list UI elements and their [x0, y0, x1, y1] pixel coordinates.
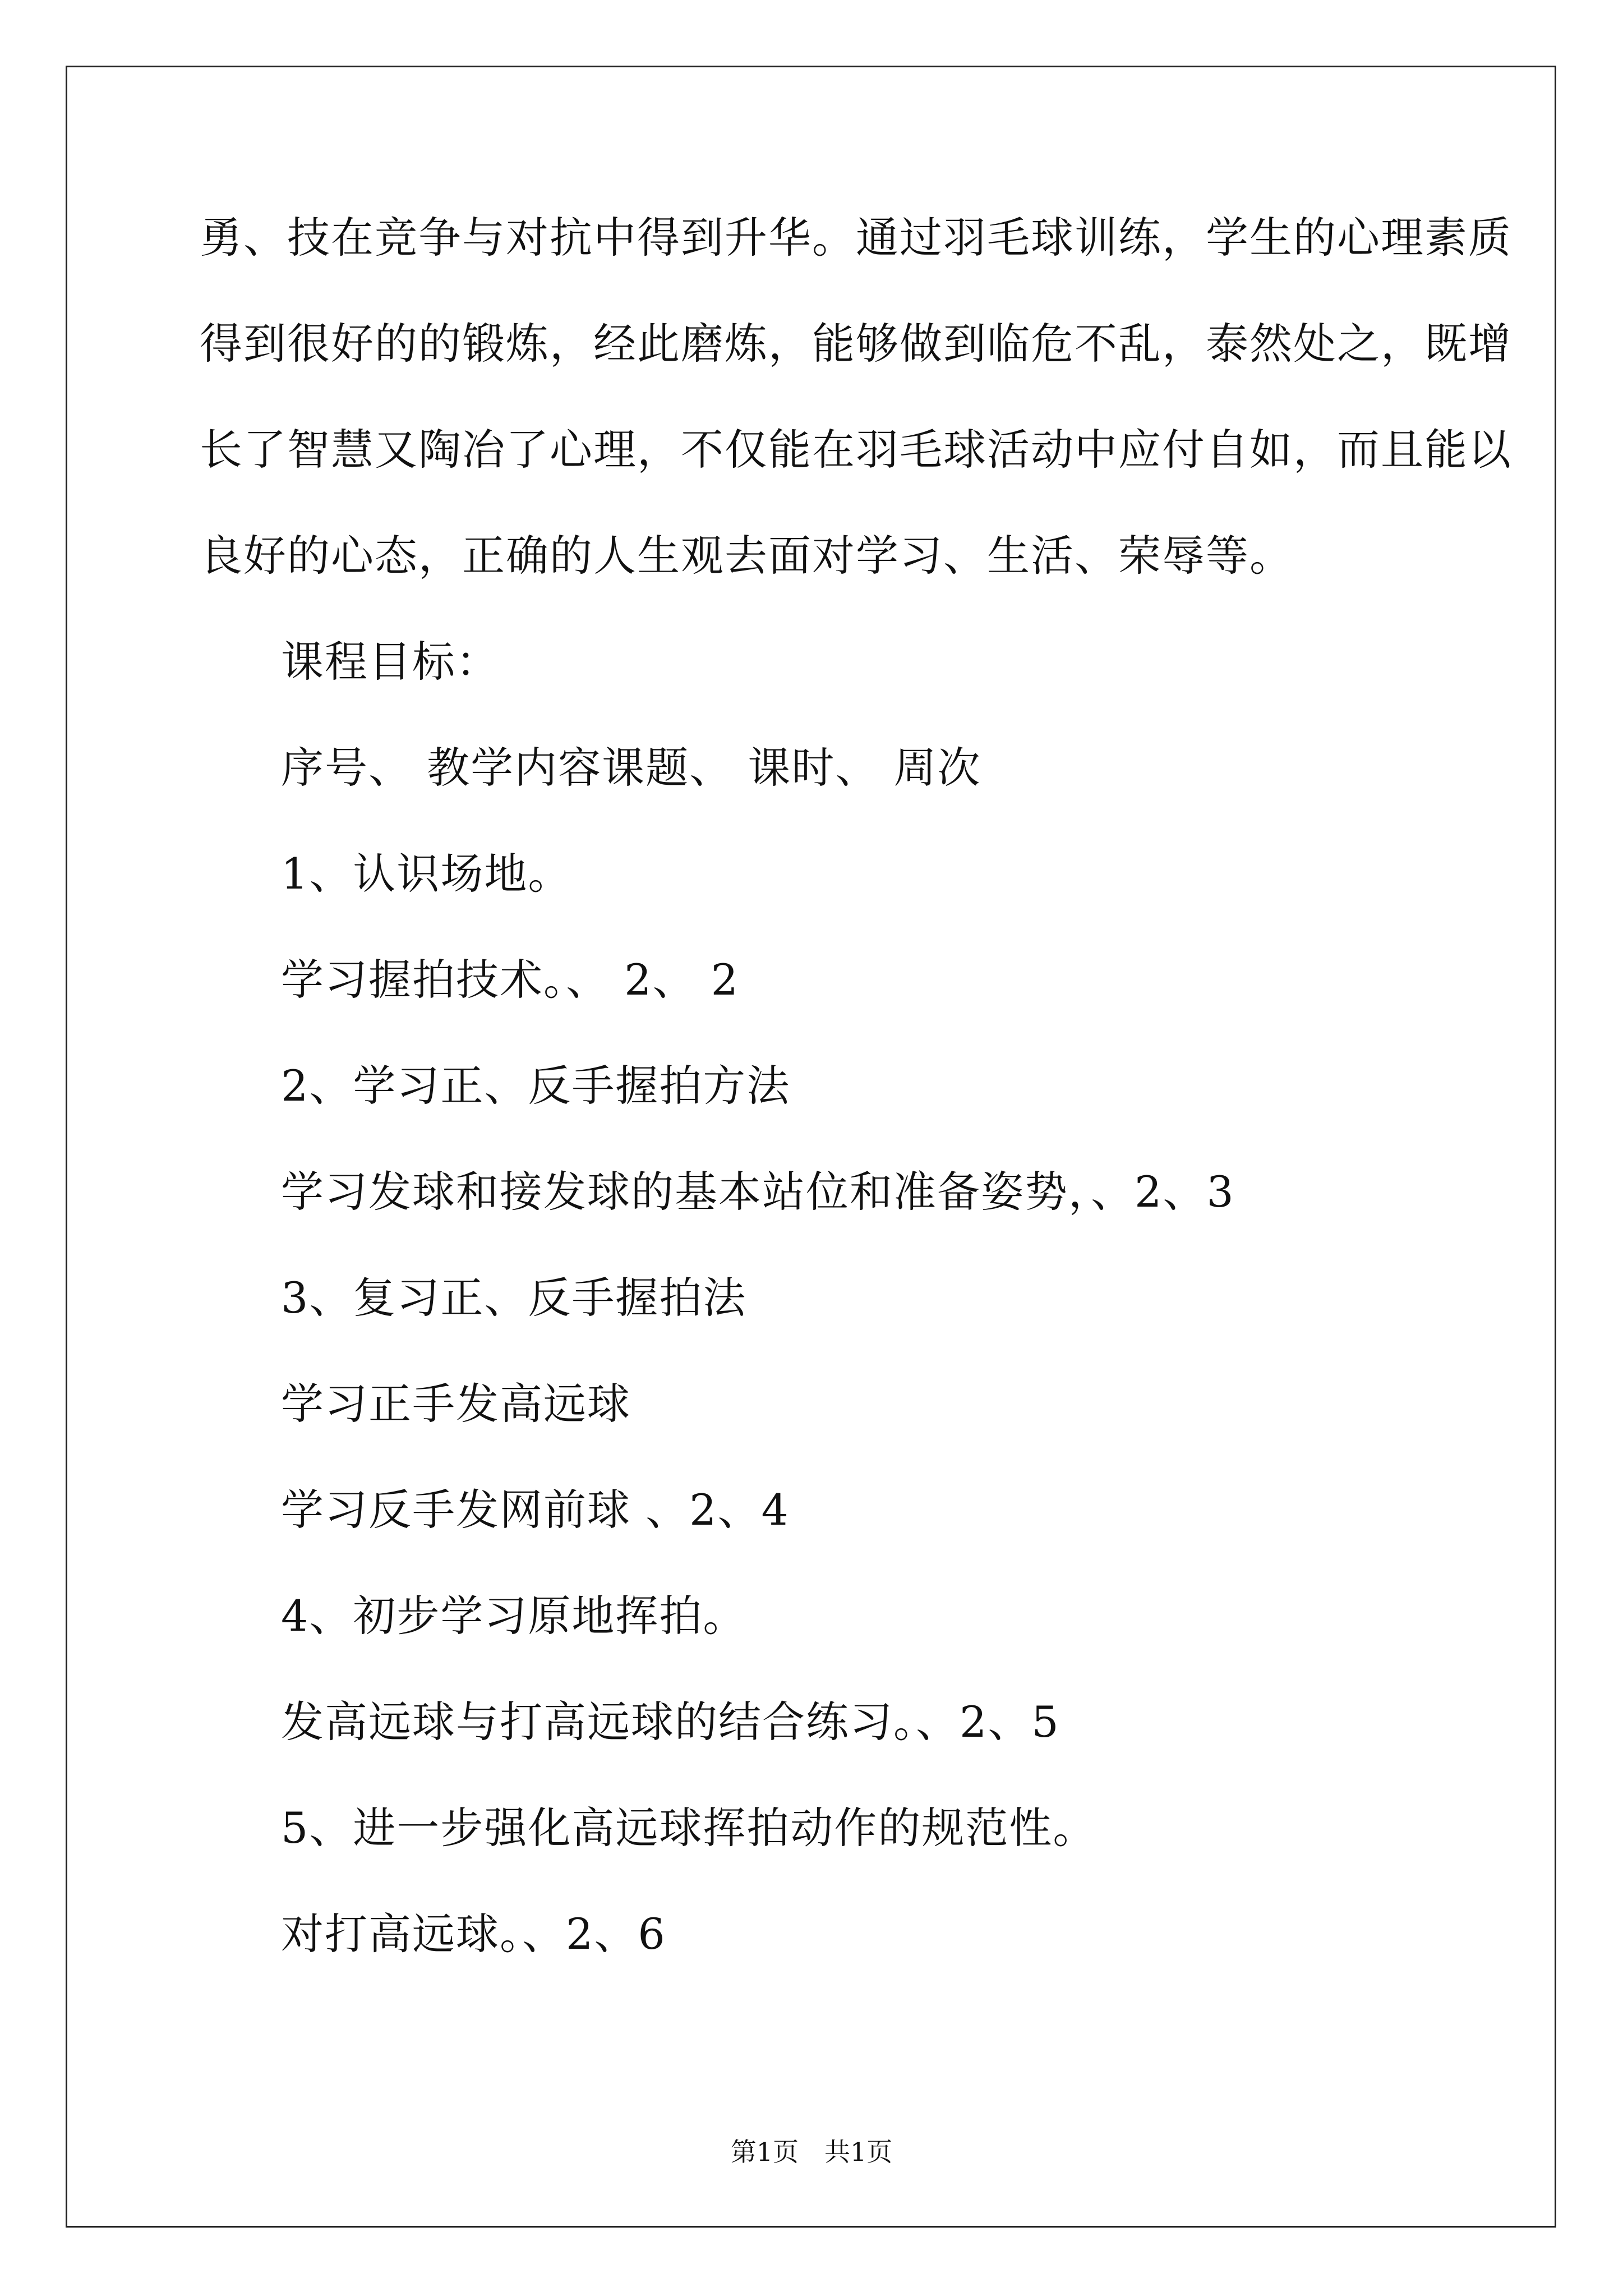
course-goal-heading: 课程目标：	[281, 637, 500, 687]
list-item: 4、初步学习原地挥拍。	[281, 1591, 747, 1641]
list-item: 学习发球和接发球的基本站位和准备姿势，、2、3	[281, 1167, 1235, 1217]
list-item: 学习握拍技术。、 2、 2	[281, 955, 740, 1005]
page-border	[66, 66, 1556, 2228]
list-item: 学习正手发高远球	[281, 1379, 631, 1429]
list-item: 学习反手发网前球 、2、4	[281, 1485, 790, 1535]
list-item: 5、进一步强化高远球挥拍动作的规范性。	[281, 1803, 1097, 1853]
list-item: 对打高远球。、2、6	[281, 1909, 666, 1959]
table-header: 序号、 教学内容课题、 课时、 周次	[281, 743, 981, 793]
list-item: 2、学习正、反手握拍方法	[281, 1061, 791, 1111]
paragraph-line-2: 得到很好的的锻炼，经此磨炼，能够做到临危不乱，泰然处之，既增	[200, 319, 1512, 369]
paragraph-line-3: 长了智慧又陶冶了心理，不仅能在羽毛球活动中应付自如，而且能以	[200, 425, 1512, 475]
paragraph-line-4: 良好的心态，正确的人生观去面对学习、生活、荣辱等。	[200, 531, 1293, 581]
list-item: 1、认识场地。	[281, 849, 572, 899]
list-item: 3、复习正、反手握拍法	[281, 1273, 747, 1323]
list-item: 发高远球与打高远球的结合练习。、2、5	[281, 1697, 1060, 1747]
page-number-footer: 第1页 共1页	[730, 2137, 893, 2167]
paragraph-line-1: 勇、技在竞争与对抗中得到升华。通过羽毛球训练，学生的心理素质	[200, 213, 1512, 263]
